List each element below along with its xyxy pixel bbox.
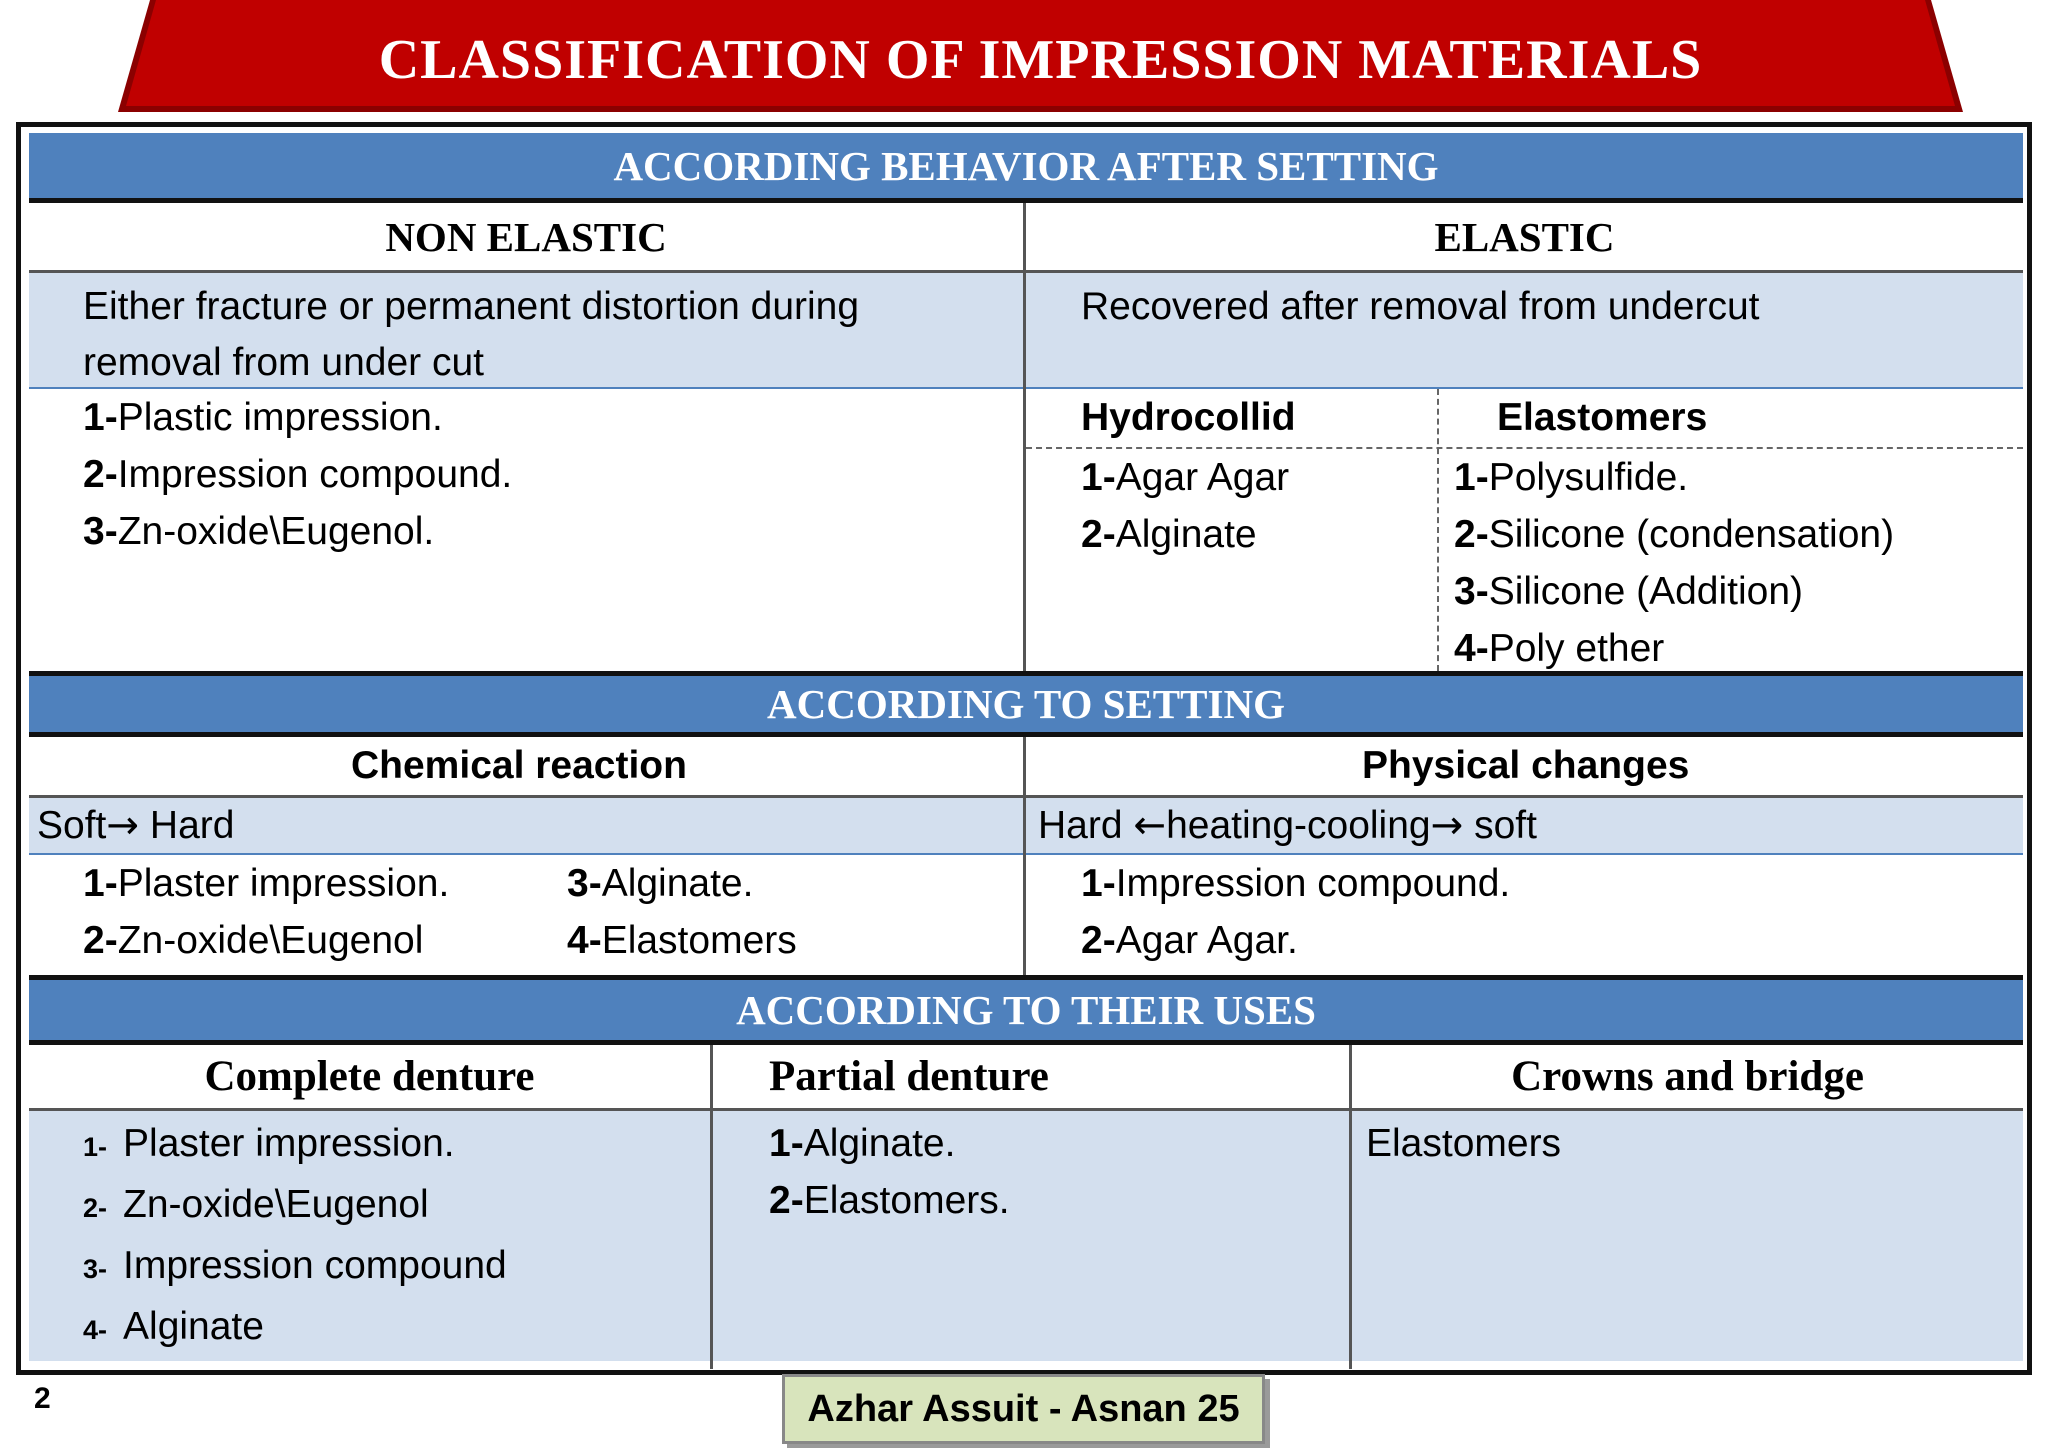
list-item: 3-Zn-oxide\Eugenol. [83, 510, 435, 553]
crowns-bridge-text: Elastomers [1366, 1122, 1562, 1165]
list-item: 3-Alginate. [567, 862, 754, 905]
elastomers-header: Elastomers [1497, 396, 1708, 439]
list-item: 2-Impression compound. [83, 453, 513, 496]
section-header-setting: ACCORDING TO SETTING [29, 671, 2023, 737]
physical-list [1026, 855, 2023, 975]
chemical-description-hard: Hard [139, 804, 235, 847]
physical-description-process: heating-cooling [1166, 804, 1431, 847]
elastomers-list [1454, 449, 2014, 671]
complete-denture-header: Complete denture [29, 1045, 710, 1108]
chemical-description-soft: Soft [37, 804, 107, 847]
title-banner [118, 0, 1963, 112]
elastic-description-text: Recovered after removal from undercut [1081, 285, 1760, 328]
list-item: 4-Elastomers [567, 919, 797, 962]
elastic-header: ELASTIC [1026, 203, 2023, 270]
arrow-right-icon: → [106, 803, 140, 848]
section-header-uses: ACCORDING TO THEIR USES [29, 975, 2023, 1045]
arrow-right-icon: → [1430, 803, 1464, 848]
list-item: 1-Impression compound. [1081, 862, 1511, 905]
list-item: 2-Agar Agar. [1081, 919, 1298, 962]
physical-changes-header: Physical changes [1026, 737, 2023, 795]
non-elastic-header: NON ELASTIC [29, 203, 1023, 270]
crowns-bridge-content [1352, 1111, 2023, 1361]
list-item: 2-Silicone (condensation) [1454, 513, 1895, 556]
page-number: 2 [34, 1382, 51, 1415]
list-item: 4- Alginate [83, 1305, 264, 1348]
non-elastic-description-line2: removal from under cut [83, 341, 484, 384]
hydrocolloid-list [1081, 449, 1431, 649]
list-item: 2-Zn-oxide\Eugenol [83, 919, 424, 962]
list-item: 1- Plaster impression. [83, 1122, 455, 1165]
complete-denture-list [29, 1111, 710, 1361]
non-elastic-description-line1: Either fracture or permanent distortion during [83, 285, 860, 328]
list-item: 4-Poly ether [1454, 627, 1665, 670]
non-elastic-description [29, 273, 1023, 387]
physical-description-soft: soft [1463, 804, 1537, 847]
hydrocolloid-header: Hydrocollid [1081, 396, 1296, 439]
list-item: 2-Alginate [1081, 513, 1257, 556]
footer-label: Azhar Assuit - Asnan 25 [782, 1374, 1265, 1444]
list-item: 3- Impression compound [83, 1244, 507, 1287]
page-title: CLASSIFICATION OF IMPRESSION MATERIALS [378, 29, 1703, 91]
list-item: 1-Plastic impression. [83, 396, 443, 439]
chemical-reaction-header: Chemical reaction [29, 737, 1023, 795]
chemical-description [29, 798, 1023, 853]
elastic-description [1026, 273, 2023, 387]
list-item: 1-Agar Agar [1081, 456, 1290, 499]
classification-table [16, 122, 2032, 1375]
list-item: 2- Zn-oxide\Eugenol [83, 1183, 429, 1226]
partial-denture-header: Partial denture [713, 1045, 1349, 1108]
list-item: 1-Plaster impression. [83, 862, 450, 905]
chemical-list [29, 855, 1023, 975]
physical-description [1026, 798, 2023, 853]
list-item: 3-Silicone (Addition) [1454, 570, 1804, 613]
crowns-bridge-header: Crowns and bridge [1352, 1045, 2023, 1108]
elastic-subtable [1026, 389, 2023, 671]
section-header-behavior: ACCORDING BEHAVIOR AFTER SETTING [29, 133, 2023, 203]
list-item: 1-Polysulfide. [1454, 456, 1689, 499]
list-item: 2-Elastomers. [769, 1179, 1010, 1222]
non-elastic-list [29, 389, 1023, 671]
arrow-left-icon: ← [1133, 803, 1167, 848]
partial-denture-list [713, 1111, 1349, 1361]
physical-description-hard: Hard [1038, 804, 1134, 847]
list-item: 1-Alginate. [769, 1122, 956, 1165]
